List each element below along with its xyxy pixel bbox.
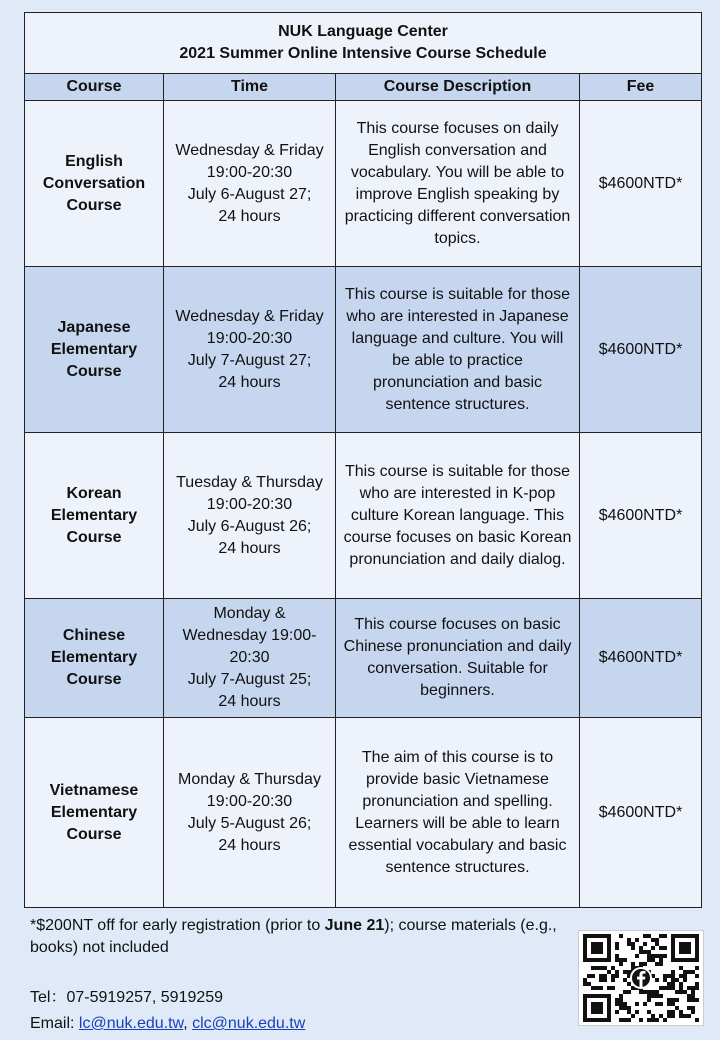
time-line: 19:00-20:30 — [206, 329, 293, 347]
time-line: 19:00-20:30 — [206, 495, 293, 513]
column-header-description: Course Description — [336, 74, 580, 101]
email-separator: , — [183, 1015, 193, 1032]
time-line: 24 hours — [218, 207, 281, 225]
time-line: Monday & Thursday — [178, 770, 321, 788]
time-line: Tuesday & Thursday — [176, 473, 323, 491]
tel-label: Tel： — [30, 989, 67, 1006]
course-name-line: English — [65, 152, 123, 170]
header-row — [25, 74, 702, 101]
course-name-line: Japanese — [57, 318, 131, 336]
time-cell — [164, 267, 336, 433]
contact-info — [30, 985, 305, 1037]
fee-cell: $4600NTD* — [580, 718, 702, 908]
time-line: July 7-August 25; — [187, 671, 312, 688]
time-line: July 6-August 27; — [187, 185, 312, 203]
course-name-line: Elementary — [50, 649, 138, 666]
time-line: 24 hours — [218, 539, 281, 557]
email-label: Email: — [30, 1015, 79, 1032]
time-line: July 7-August 27; — [187, 351, 312, 369]
time-line: 24 hours — [218, 373, 281, 391]
time-line: 19:00-20:30 — [206, 163, 293, 181]
time-line: Wednesday & Friday — [175, 307, 324, 325]
footnote-date: June 21 — [324, 917, 385, 934]
time-line: 24 hours — [218, 836, 281, 854]
table-row — [25, 718, 702, 908]
course-name-cell — [25, 433, 164, 599]
footnote-text-end: ); course materials (e.g., books) not included — [30, 917, 557, 956]
description-cell: This course is suitable for those who are interested in K-pop culture Korean language. This course focuses on basic Korean pronunciation and daily dialog. — [336, 433, 580, 599]
course-name-cell — [25, 101, 164, 267]
time-line: 20:30 — [229, 649, 270, 666]
qr-code[interactable] — [578, 930, 704, 1026]
fee-cell: $4600NTD* — [580, 101, 702, 267]
description-cell: The aim of this course is to provide basic Vietnamese pronunciation and spelling. Learners will be able to learn essential vocabulary and basic sentence structures. — [336, 718, 580, 908]
table-title — [25, 13, 702, 74]
time-line: 19:00-20:30 — [206, 792, 293, 810]
table-row — [25, 267, 702, 433]
course-name-line: Conversation — [42, 174, 146, 192]
time-line: July 5-August 26; — [187, 814, 312, 832]
email — [30, 1011, 305, 1037]
table-row — [25, 101, 702, 267]
title-line-1: NUK Language Center — [278, 23, 448, 40]
footnote-text: *$200NT off for early registration (prior to — [30, 917, 325, 934]
fee-cell: $4600NTD* — [580, 433, 702, 599]
footnote — [30, 915, 570, 959]
email-link-clc[interactable]: clc@nuk.edu.tw — [192, 1015, 306, 1032]
course-name-line: Korean — [66, 484, 122, 502]
course-name-line: Course — [66, 671, 122, 688]
time-line: 24 hours — [218, 693, 281, 710]
column-header-fee: Fee — [580, 74, 702, 101]
column-header-time: Time — [164, 74, 336, 101]
course-name-line: Vietnamese — [49, 781, 139, 799]
time-cell — [164, 599, 336, 718]
tel-value: 07-5919257, 5919259 — [66, 989, 224, 1006]
title-line-2: 2021 Summer Online Intensive Course Schedule — [179, 45, 547, 62]
time-line: Wednesday & Friday — [175, 141, 324, 159]
time-line: Monday & — [213, 605, 286, 622]
course-name-line: Chinese — [62, 627, 126, 644]
course-name-cell — [25, 267, 164, 433]
time-line: July 6-August 26; — [187, 517, 312, 535]
course-name-line: Elementary — [50, 803, 138, 821]
description-cell: This course focuses on daily English conversation and vocabulary. You will be able to improve English speaking by practicing different conversation topics. — [336, 101, 580, 267]
time-line: Wednesday 19:00- — [182, 627, 317, 644]
course-name-line: Course — [66, 362, 122, 380]
table-row — [25, 433, 702, 599]
time-cell — [164, 101, 336, 267]
email-link-lc[interactable]: lc@nuk.edu.tw — [78, 1015, 184, 1032]
fee-cell: $4600NTD* — [580, 267, 702, 433]
description-cell: This course is suitable for those who are interested in Japanese language and culture. You will be able to practice pronunciation and basic sentence structures. — [336, 267, 580, 433]
course-schedule-table — [24, 12, 702, 908]
course-name-cell — [25, 599, 164, 718]
fee-cell: $4600NTD* — [580, 599, 702, 718]
course-name-line: Elementary — [50, 340, 138, 358]
course-name-line: Course — [66, 196, 122, 214]
telephone — [30, 985, 305, 1011]
course-name-line: Course — [66, 528, 122, 546]
course-name-cell — [25, 718, 164, 908]
column-header-course: Course — [25, 74, 164, 101]
course-name-line: Elementary — [50, 506, 138, 524]
time-cell — [164, 718, 336, 908]
time-cell — [164, 433, 336, 599]
description-cell: This course focuses on basic Chinese pronunciation and daily conversation. Suitable for beginners. — [336, 599, 580, 718]
table-row — [25, 599, 702, 718]
course-name-line: Course — [66, 825, 122, 843]
